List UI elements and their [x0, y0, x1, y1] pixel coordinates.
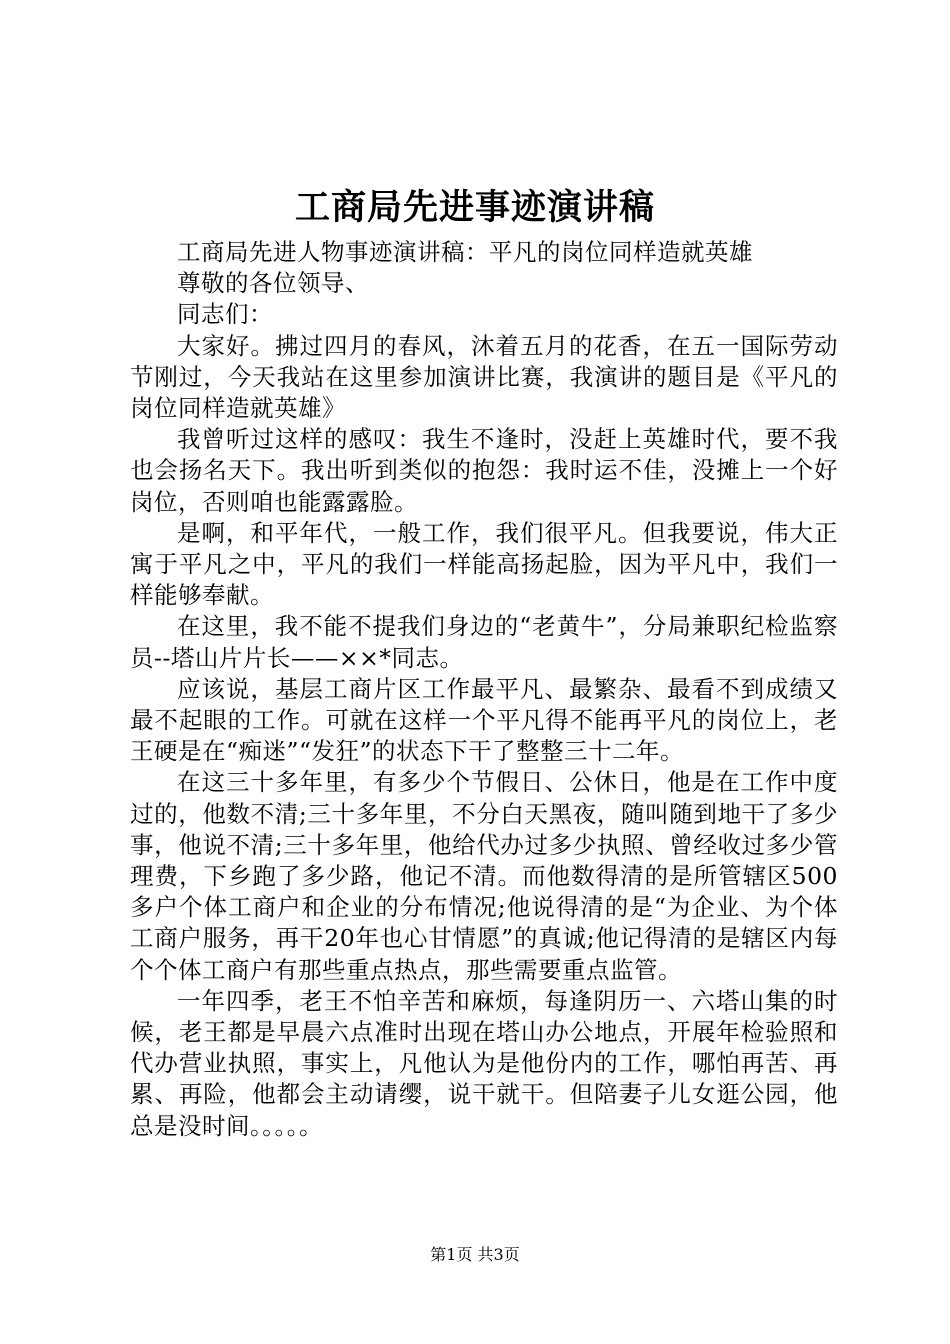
paragraph: 在这里，我不能不提我们身边的“老黄牛”，分局兼职纪检监察员--塔山片片长——××*同志。 [130, 612, 838, 672]
page-footer: 第1页 共3页 [430, 1245, 520, 1264]
paragraph: 同志们： [177, 300, 273, 329]
document-body [130, 237, 838, 1142]
paragraph: 尊敬的各位领导、 [177, 269, 369, 298]
paragraph: 我曾听过这样的感叹：我生不逢时，没赶上英雄时代，要不我也会扬名天下。我出听到类似的抱怨：我时运不佳，没摊上一个好岗位，否则咱也能露露脸。 [130, 425, 838, 516]
paragraph: 一年四季，老王不怕辛苦和麻烦，每逢阴历一、六塔山集的时候，老王都是早晨六点准时出现在塔山办公地点，开展年检验照和代办营业执照，事实上，凡他认为是他份内的工作，哪怕再苦、再累、再险，他都会主动请缨，说干就干。但陪妻子儿女逛公园，他总是没时间。。。。。 [130, 986, 838, 1140]
paragraph: 在这三十多年里，有多少个节假日、公休日，他是在工作中度过的，他数不清;三十多年里，不分白天黑夜，随叫随到地干了多少事，他说不清;三十多年里，他给代办过多少执照、曾经收过多少管理费，下乡跑了多少路，他记不清。而他数得清的是所管辖区500多户个体工商户和企业的分布情况;他说得清的是“为企业、为个体工商户服务，再干20年也心甘情愿”的真诚;他记得清的是辖区内每个个体工商户有那些重点热点，那些需要重点监管。 [130, 768, 838, 984]
paragraph: 应该说，基层工商片区工作最平凡、最繁杂、最看不到成绩又最不起眼的工作。可就在这样一个平凡得不能再平凡的岗位上，老王硬是在“痴迷”“发狂”的状态下干了整整三十二年。 [130, 674, 838, 766]
paragraph: 工商局先进人物事迹演讲稿：平凡的岗位同样造就英雄 [177, 238, 753, 266]
document-title: 工商局先进事迹演讲稿 [294, 187, 655, 228]
paragraph: 是啊，和平年代，一般工作，我们很平凡。但我要说，伟大正寓于平凡之中，平凡的我们一样能高扬起脸，因为平凡中，我们一样能够奉献。 [130, 518, 838, 610]
paragraph: 大家好。拂过四月的春风，沐着五月的花香，在五一国际劳动节刚过，今天我站在这里参加演讲比赛，我演讲的题目是《平凡的岗位同样造就英雄》 [130, 331, 838, 423]
